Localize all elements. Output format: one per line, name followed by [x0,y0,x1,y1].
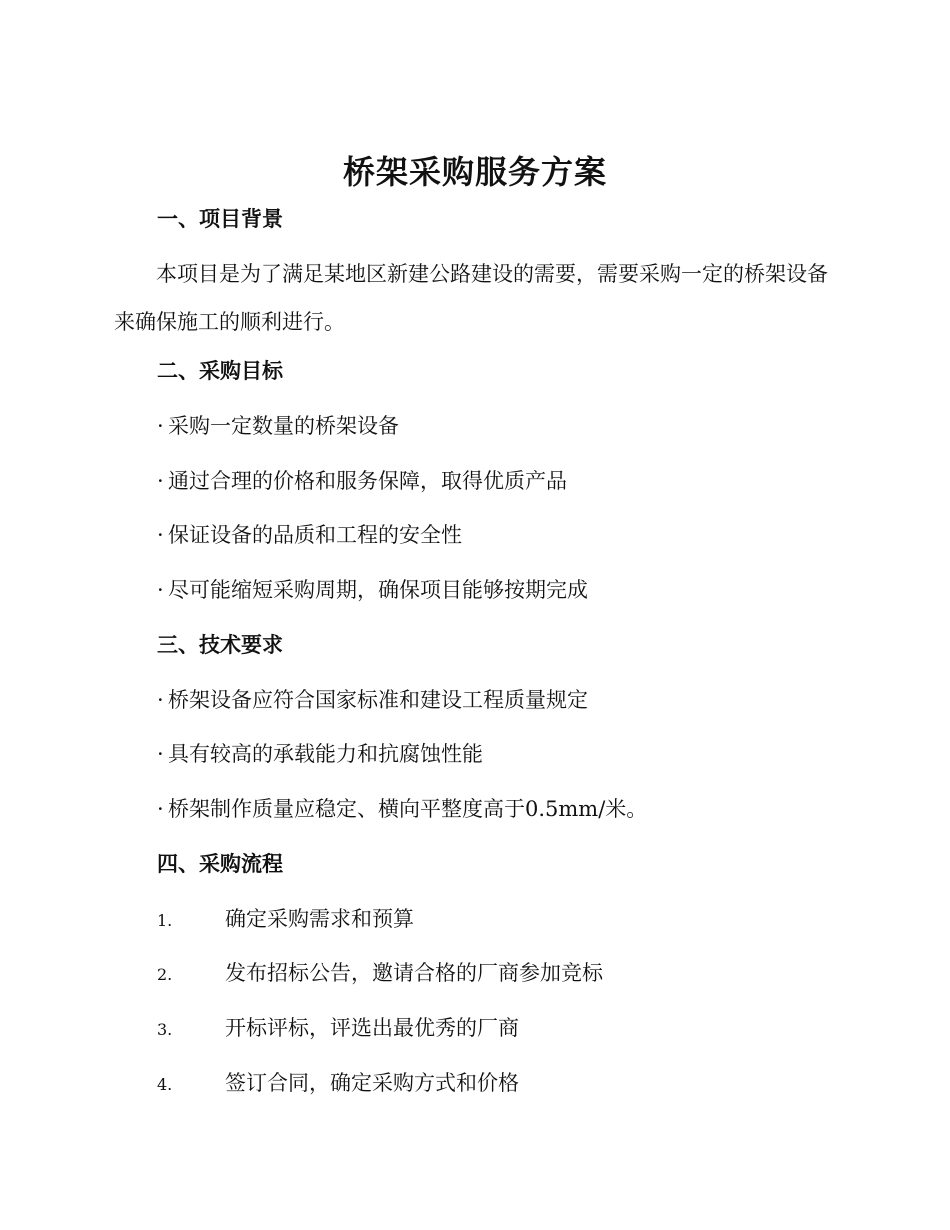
objective-text: 通过合理的价格和服务保障，取得优质产品 [168,469,567,493]
step-number: 1. [157,911,173,930]
requirement-text: 桥架设备应符合国家标准和建设工程质量规定 [168,688,588,712]
requirement-item [157,794,647,824]
process-step [157,958,603,990]
requirement-text: 具有较高的承载能力和抗腐蚀性能 [168,742,483,766]
objective-text: 尽可能缩短采购周期，确保项目能够按期完成 [168,578,588,602]
step-number: 2. [157,965,173,984]
requirement-item [157,685,588,715]
step-number: 3. [157,1020,173,1039]
objective-item [157,466,567,496]
section-heading-technical: 三、技术要求 [157,633,283,657]
process-step [157,904,414,936]
section-heading-objectives: 二、采购目标 [157,359,283,383]
objective-item [157,575,588,605]
bullet-dot: · [157,797,164,821]
objective-text: 保证设备的品质和工程的安全性 [168,523,462,547]
objective-text: 采购一定数量的桥架设备 [168,414,399,438]
bullet-dot: · [157,578,164,602]
document-title: 桥架采购服务方案 [342,153,607,191]
bullet-dot: · [157,414,164,438]
step-text: 签订合同，确定采购方式和价格 [225,1071,519,1095]
requirement-text: 桥架制作质量应稳定、横向平整度高于0.5mm/米。 [168,797,648,821]
process-step [157,1013,519,1045]
section-heading-process: 四、采购流程 [157,852,283,876]
process-step [157,1068,519,1100]
step-text: 确定采购需求和预算 [225,907,414,931]
bullet-dot: · [157,742,164,766]
bullet-dot: · [157,523,164,547]
step-text: 开标评标，评选出最优秀的厂商 [225,1016,519,1040]
bullet-dot: · [157,469,164,493]
section-heading-background: 一、项目背景 [157,207,283,231]
step-number: 4. [157,1075,173,1094]
requirement-item [157,739,483,769]
step-text: 发布招标公告，邀请合格的厂商参加竞标 [225,961,603,985]
background-paragraph: 本项目是为了满足某地区新建公路建设的需要，需要采购一定的桥架设备来确保施工的顺利进行。 [114,262,828,334]
bullet-dot: · [157,688,164,712]
objective-item [157,411,399,441]
objective-item [157,520,462,550]
